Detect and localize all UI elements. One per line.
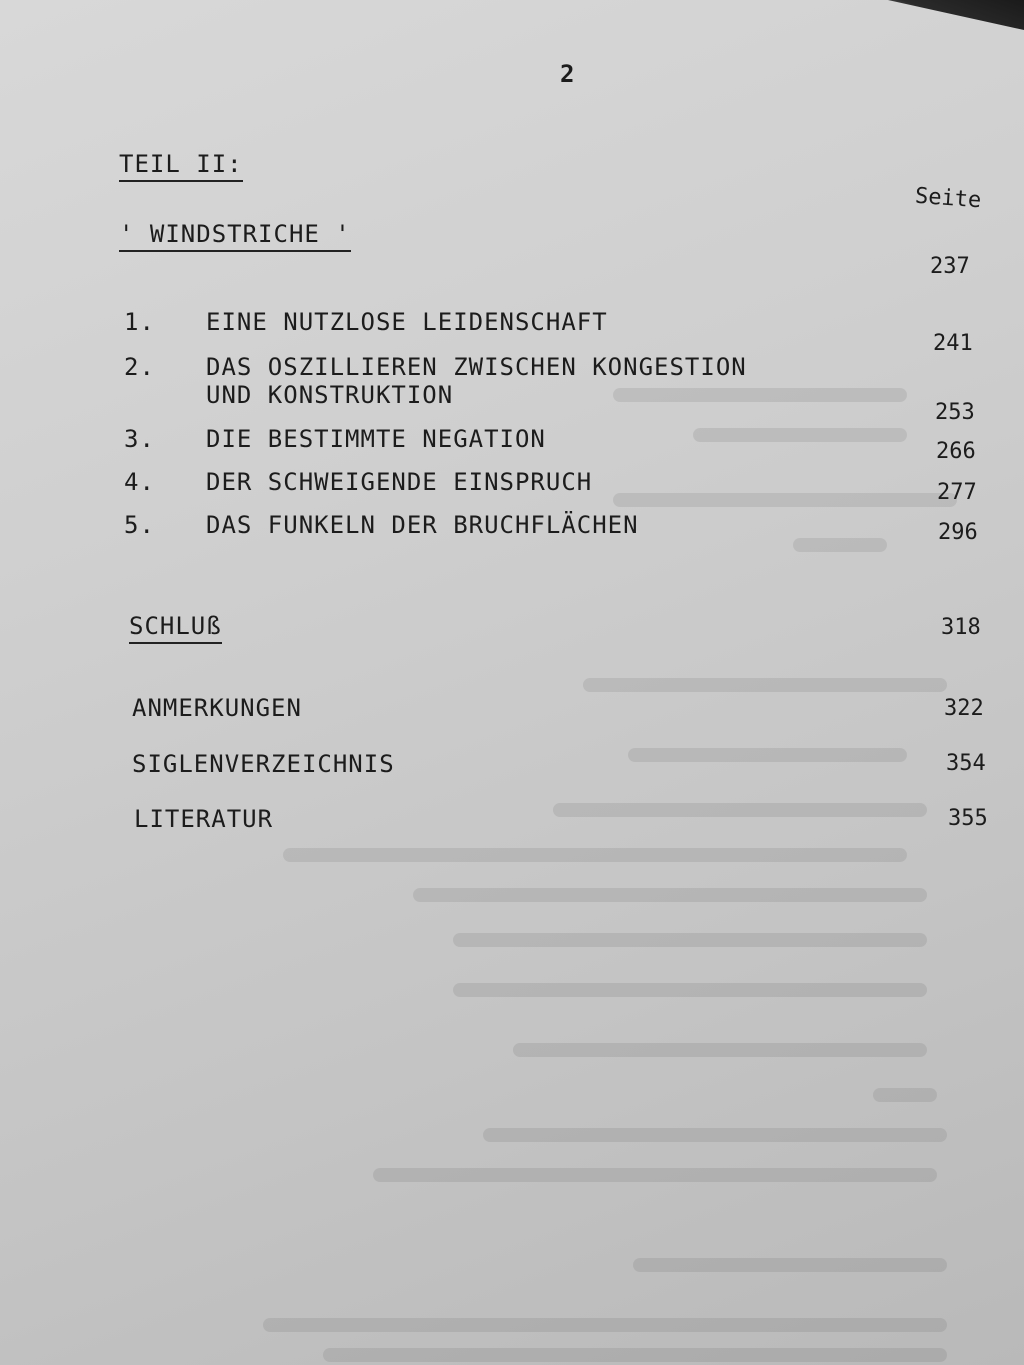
part-heading: TEIL II:: [119, 150, 243, 182]
back-matter-entry: LITERATUR: [134, 805, 274, 833]
back-matter-page: 322: [944, 696, 984, 721]
chapter-page: 253: [935, 400, 975, 425]
chapter-title: EINE NUTZLOSE LEIDENSCHAFT: [206, 308, 608, 336]
chapter-number: 2.: [124, 353, 155, 381]
back-matter-page: 355: [948, 806, 988, 831]
chapter-page: 296: [938, 520, 978, 545]
chapter-number: 1.: [124, 308, 155, 336]
chapter-title: DAS OSZILLIEREN ZWISCHEN KONGESTION: [206, 353, 747, 381]
chapter-entry: [124, 425, 546, 453]
schluss-heading: SCHLUß: [129, 612, 222, 644]
chapter-entry: [124, 511, 639, 539]
section-heading: ' WINDSTRICHE ': [119, 220, 351, 252]
chapter-title-continued: UND KONSTRUKTION: [206, 381, 454, 409]
chapter-entry: [124, 353, 747, 409]
chapter-title: DIE BESTIMMTE NEGATION: [206, 425, 546, 453]
chapter-page: 241: [933, 331, 973, 356]
back-matter-entry: ANMERKUNGEN: [132, 694, 302, 722]
section-page: 237: [930, 254, 970, 279]
back-matter-entry: SIGLENVERZEICHNIS: [132, 750, 395, 778]
page-number: 2: [560, 60, 575, 88]
chapter-page: 277: [937, 480, 977, 505]
back-matter-page: 354: [946, 751, 986, 776]
chapter-entry: [124, 468, 592, 496]
chapter-page: 266: [936, 439, 976, 464]
chapter-number: 5.: [124, 511, 155, 539]
chapter-entry: [124, 308, 608, 336]
schluss-page: 318: [941, 615, 981, 640]
chapter-title: DAS FUNKELN DER BRUCHFLÄCHEN: [206, 511, 639, 539]
chapter-number: 3.: [124, 425, 155, 453]
chapter-title: DER SCHWEIGENDE EINSPRUCH: [206, 468, 593, 496]
seite-column-label: Seite: [914, 183, 983, 214]
chapter-number: 4.: [124, 468, 155, 496]
